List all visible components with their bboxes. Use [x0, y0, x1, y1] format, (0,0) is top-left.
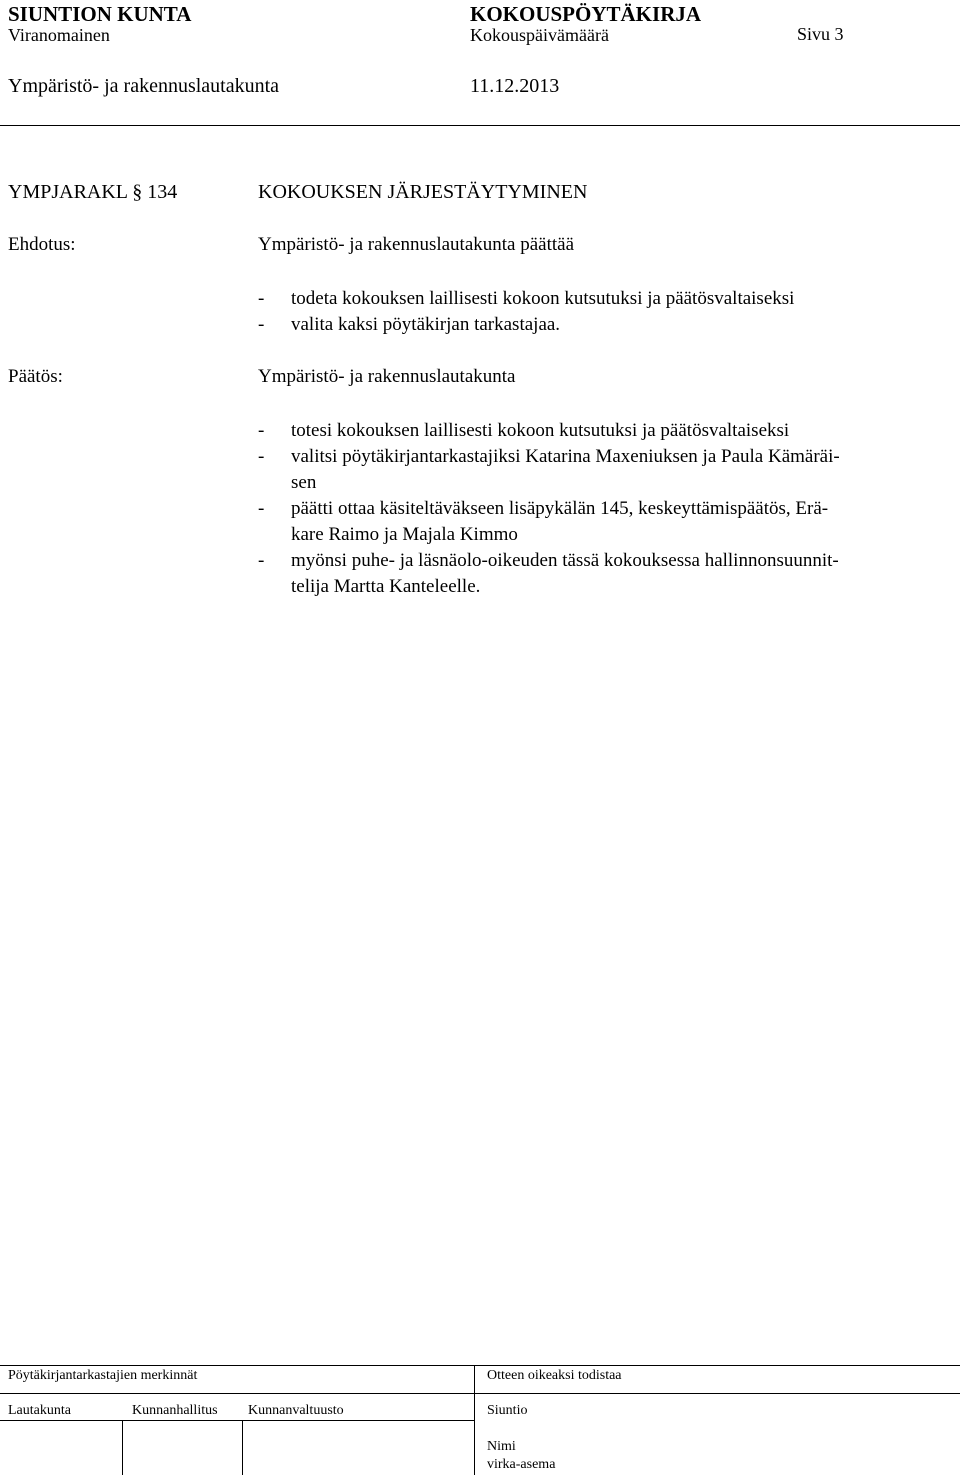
list-item-text: totesi kokouksen laillisesti kokoon kutsutuksi ja päätösvaltaiseksi [291, 420, 790, 441]
list-item-text: todeta kokouksen laillisesti kokoon kutsutuksi ja päätösvaltaiseksi [291, 288, 795, 309]
name-label: Nimi [487, 1439, 516, 1454]
list-dash: - [258, 314, 265, 335]
list-item-text-continued: sen [291, 472, 317, 493]
list-dash: - [258, 446, 265, 467]
footer-center-divider [474, 1365, 475, 1475]
list-dash: - [258, 498, 265, 519]
list-item-text-continued: telija Martta Kanteleelle. [291, 576, 481, 597]
meeting-date-label: Kokouspäivämäärä [470, 25, 609, 45]
footer-box-divider-1 [122, 1420, 123, 1475]
footer-lower-rule [0, 1420, 474, 1421]
board-label: Lautakunta [8, 1403, 71, 1418]
proposal-intro: Ympäristö- ja rakennuslautakunta päättää [258, 234, 575, 255]
reviewers-label: Pöytäkirjantarkastajien merkinnät [8, 1368, 198, 1383]
footer-top-rule [0, 1365, 960, 1366]
authority-label: Viranomainen [8, 25, 110, 45]
list-dash: - [258, 288, 265, 309]
list-dash: - [258, 420, 265, 441]
list-item-text-continued: kare Raimo ja Majala Kimmo [291, 524, 518, 545]
certified-label: Otteen oikeaksi todistaa [487, 1368, 622, 1383]
footer-box-divider-2 [242, 1420, 243, 1475]
decision-intro: Ympäristö- ja rakennuslautakunta [258, 366, 516, 387]
proposal-label: Ehdotus: [8, 234, 76, 255]
list-item-text: valitsi pöytäkirjantarkastajiksi Katarina Maxeniuksen ja Paula Kämäräi- [291, 446, 840, 467]
list-dash: - [258, 550, 265, 571]
decision-label: Päätös: [8, 366, 63, 387]
list-item-text: päätti ottaa käsiteltäväkseen lisäpykälän 145, keskeyttämispäätös, Erä- [291, 498, 829, 519]
position-label: virka-asema [487, 1457, 556, 1472]
organization-name: SIUNTION KUNTA [8, 2, 192, 26]
section-id: YMPJARAKL § 134 [8, 181, 178, 203]
document-type: KOKOUSPÖYTÄKIRJA [470, 2, 702, 26]
section-title: KOKOUKSEN JÄRJESTÄYTYMINEN [258, 181, 588, 203]
header-divider [0, 125, 960, 126]
authority-name: Ympäristö- ja rakennuslautakunta [8, 75, 280, 97]
government-label: Kunnanhallitus [132, 1403, 218, 1418]
council-label: Kunnanvaltuusto [248, 1403, 344, 1418]
place-label: Siuntio [487, 1403, 528, 1418]
list-item-text: valita kaksi pöytäkirjan tarkastajaa. [291, 314, 561, 335]
list-item-text: myönsi puhe- ja läsnäolo-oikeuden tässä kokouksessa hallinnonsuunnit- [291, 550, 839, 571]
meeting-date: 11.12.2013 [470, 75, 560, 97]
footer-mid-rule [0, 1393, 960, 1394]
page-number: Sivu 3 [797, 24, 844, 44]
